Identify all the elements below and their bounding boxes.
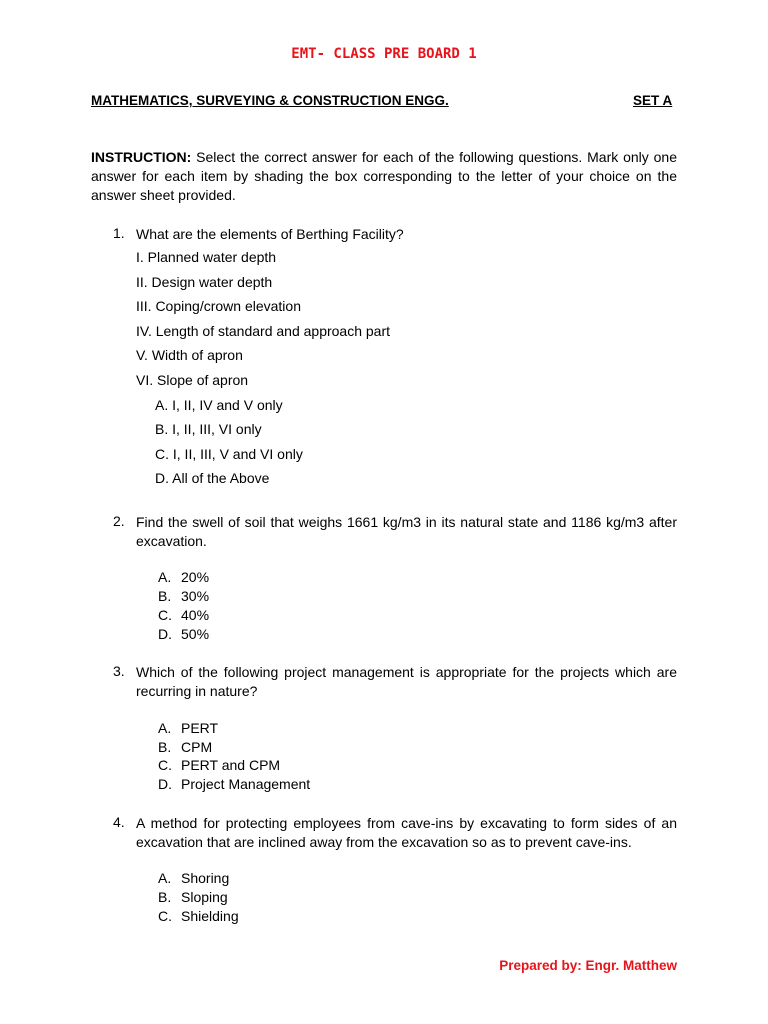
question-number: 4. bbox=[113, 814, 125, 830]
question-stem: Which of the following project management is appropriate for the projects which are recurring in nature? bbox=[136, 664, 677, 699]
question-stem: Find the swell of soil that weighs 1661 kg/m3 in its natural state and 1186 kg/m3 after excavation. bbox=[136, 514, 677, 549]
question-number: 1. bbox=[113, 225, 125, 241]
choice-text: Shielding bbox=[181, 908, 239, 924]
choice-letter: D. bbox=[158, 776, 172, 792]
choice-text: Sloping bbox=[181, 889, 228, 905]
instruction-paragraph bbox=[91, 148, 677, 205]
question-number: 2. bbox=[113, 513, 125, 529]
statement-item: VI. Slope of apron bbox=[136, 372, 249, 388]
choice-letter: B. bbox=[158, 739, 172, 755]
choice-letter: A. bbox=[158, 870, 172, 886]
choice-letter: B. bbox=[158, 889, 172, 905]
choice-text: 40% bbox=[181, 607, 210, 623]
set-label: SET A bbox=[633, 93, 673, 108]
choice-letter: A. bbox=[158, 569, 172, 585]
instruction-label: INSTRUCTION: bbox=[91, 149, 192, 165]
statement-item: V. Width of apron bbox=[136, 347, 243, 363]
statement-item: I. Planned water depth bbox=[136, 249, 277, 265]
question-number: 3. bbox=[113, 663, 125, 679]
choice-letter: C. bbox=[158, 908, 172, 924]
subject-heading: MATHEMATICS, SURVEYING & CONSTRUCTION ENGG. bbox=[91, 93, 449, 108]
exam-title: EMT- CLASS PRE BOARD 1 bbox=[291, 46, 477, 62]
choice-text: 20% bbox=[181, 569, 210, 585]
choice-letter: A. bbox=[158, 720, 172, 736]
answer-choice: C. I, II, III, V and VI only bbox=[155, 446, 303, 462]
prepared-by: Prepared by: Engr. Matthew bbox=[499, 958, 677, 973]
answer-choice: A. I, II, IV and V only bbox=[155, 397, 283, 413]
statement-item: III. Coping/crown elevation bbox=[136, 298, 301, 314]
question-stem: What are the elements of Berthing Facility? bbox=[136, 226, 404, 242]
instruction-text: Select the correct answer for each of the following questions. Mark only one answer for each item by shading the box corresponding to the letter of your choice on the answer sheet provided. bbox=[91, 149, 677, 203]
answer-choice: D. All of the Above bbox=[155, 470, 270, 486]
choice-text: Shoring bbox=[181, 870, 230, 886]
choice-text: 50% bbox=[181, 626, 210, 642]
question-stem: A method for protecting employees from cave-ins by excavating to form sides of an excavation that are inclined away from the excavation so as to prevent cave-ins. bbox=[136, 815, 677, 850]
choice-letter: B. bbox=[158, 588, 172, 604]
choice-text: 30% bbox=[181, 588, 210, 604]
statement-item: II. Design water depth bbox=[136, 274, 273, 290]
choice-text: Project Management bbox=[181, 776, 311, 792]
choice-text: PERT and CPM bbox=[181, 757, 281, 773]
choice-letter: D. bbox=[158, 626, 172, 642]
choice-letter: C. bbox=[158, 757, 172, 773]
statement-item: IV. Length of standard and approach part bbox=[136, 323, 391, 339]
choice-text: CPM bbox=[181, 739, 213, 755]
choice-letter: C. bbox=[158, 607, 172, 623]
choice-text: PERT bbox=[181, 720, 219, 736]
answer-choice: B. I, II, III, VI only bbox=[155, 421, 262, 437]
